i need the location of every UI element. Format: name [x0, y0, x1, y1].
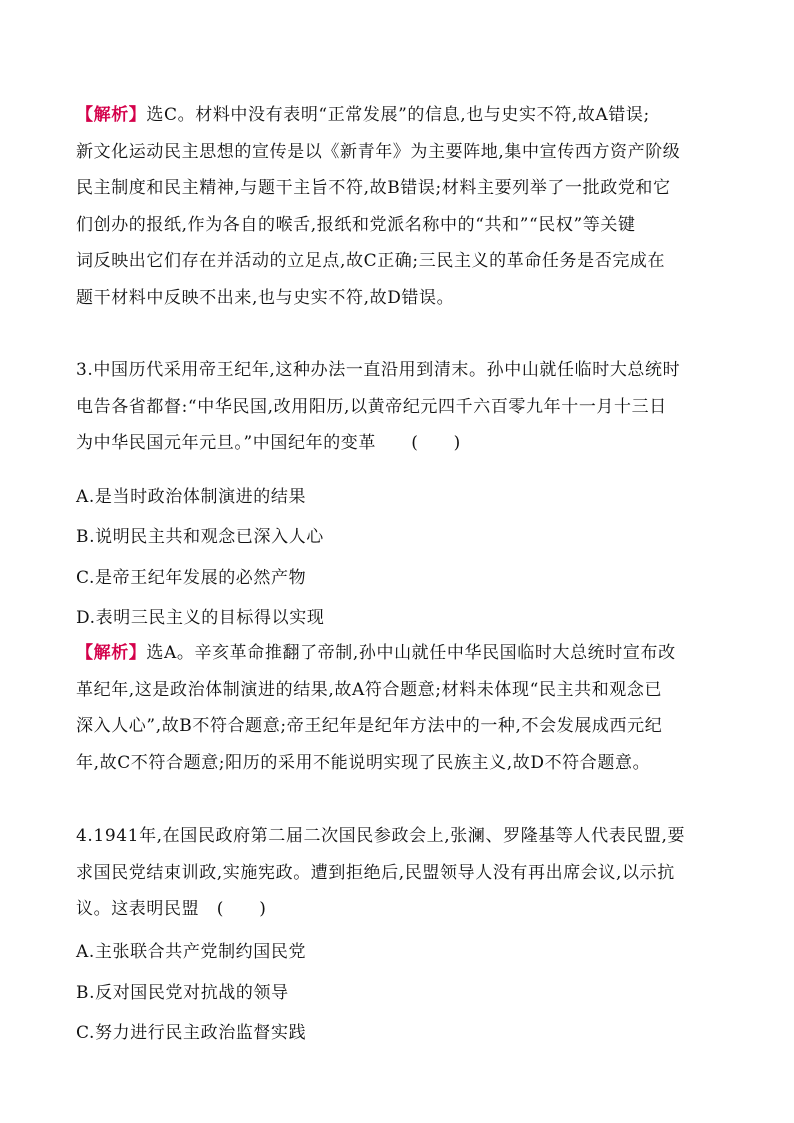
question-4-option-b: B.反对国民党对抗战的领导 — [76, 983, 289, 1003]
question-4-option-a: A.主张联合共产党制约国民党 — [76, 942, 307, 962]
analysis-q2-line-6: 题干材料中反映不出来,也与史实不符,故D错误。 — [76, 287, 455, 308]
analysis-q3 — [76, 635, 736, 781]
question-4-stem — [76, 818, 736, 928]
question-3-option-b: B.说明民主共和观念已深入人心 — [76, 527, 324, 547]
question-3-line-3: 为中华民国元年元旦。”中国纪年的变革 ( ) — [76, 433, 461, 453]
question-4-line-1: 4.1941年,在国民政府第二届二次国民参政会上,张澜、罗隆基等人代表民盟,要 — [76, 826, 686, 846]
analysis-q3-line-3: 深入人心”,故B不符合题意;帝王纪年是纪年方法中的一种,不会发展成西元纪 — [76, 716, 663, 736]
analysis-q2-line-2: 新文化运动民主思想的宣传是以《新青年》为主要阵地,集中宣传西方资产阶级 — [76, 141, 681, 162]
question-4-option-c: C.努力进行民主政治监督实践 — [76, 1023, 307, 1043]
analysis-tag: 【解析】 — [76, 643, 147, 663]
question-3-option-c: C.是帝王纪年发展的必然产物 — [76, 568, 307, 588]
question-3-option-a: A.是当时政治体制演进的结果 — [76, 487, 307, 507]
question-3-line-1: 3.中国历代采用帝王纪年,这种办法一直沿用到清末。孙中山就任临时大总统时 — [76, 360, 681, 380]
analysis-tag: 【解析】 — [76, 105, 147, 125]
analysis-q2-line-4: 们创办的报纸,作为各自的喉舌,报纸和党派名称中的“共和”“民权”等关键 — [76, 214, 636, 235]
question-3-stem — [76, 352, 736, 462]
analysis-q2-line-5: 词反映出它们存在并活动的立足点,故C正确;三民主义的革命任务是否完成在 — [76, 251, 666, 271]
analysis-q2-line-3: 民主制度和民主精神,与题干主旨不符,故B错误;材料主要列举了一批政党和它 — [76, 178, 671, 198]
analysis-q2-line-1: 【解析】选C。材料中没有表明“正常发展”的信息,也与史实不符,故A错误; — [76, 105, 650, 125]
question-4-line-3: 议。这表明民盟 ( ) — [76, 899, 267, 919]
analysis-q3-line-1: 【解析】选A。辛亥革命推翻了帝制,孙中山就任中华民国临时大总统时宣布改 — [76, 643, 676, 663]
analysis-q3-line-4: 年,故C不符合题意;阳历的采用不能说明实现了民族主义,故D不符合题意。 — [76, 752, 651, 773]
analysis-q3-line-2: 革纪年,这是政治体制演进的结果,故A符合题意;材料未体现“民主共和观念已 — [76, 679, 663, 700]
analysis-q2 — [76, 97, 736, 316]
question-4-line-2: 求国民党结束训政,实施宪政。遭到拒绝后,民盟领导人没有再出席会议,以示抗 — [76, 862, 675, 883]
question-3-line-2: 电告各省都督:“中华民国,改用阳历,以黄帝纪元四千六百零九年十一月十三日 — [76, 396, 667, 417]
question-3-option-d: D.表明三民主义的目标得以实现 — [76, 608, 325, 628]
